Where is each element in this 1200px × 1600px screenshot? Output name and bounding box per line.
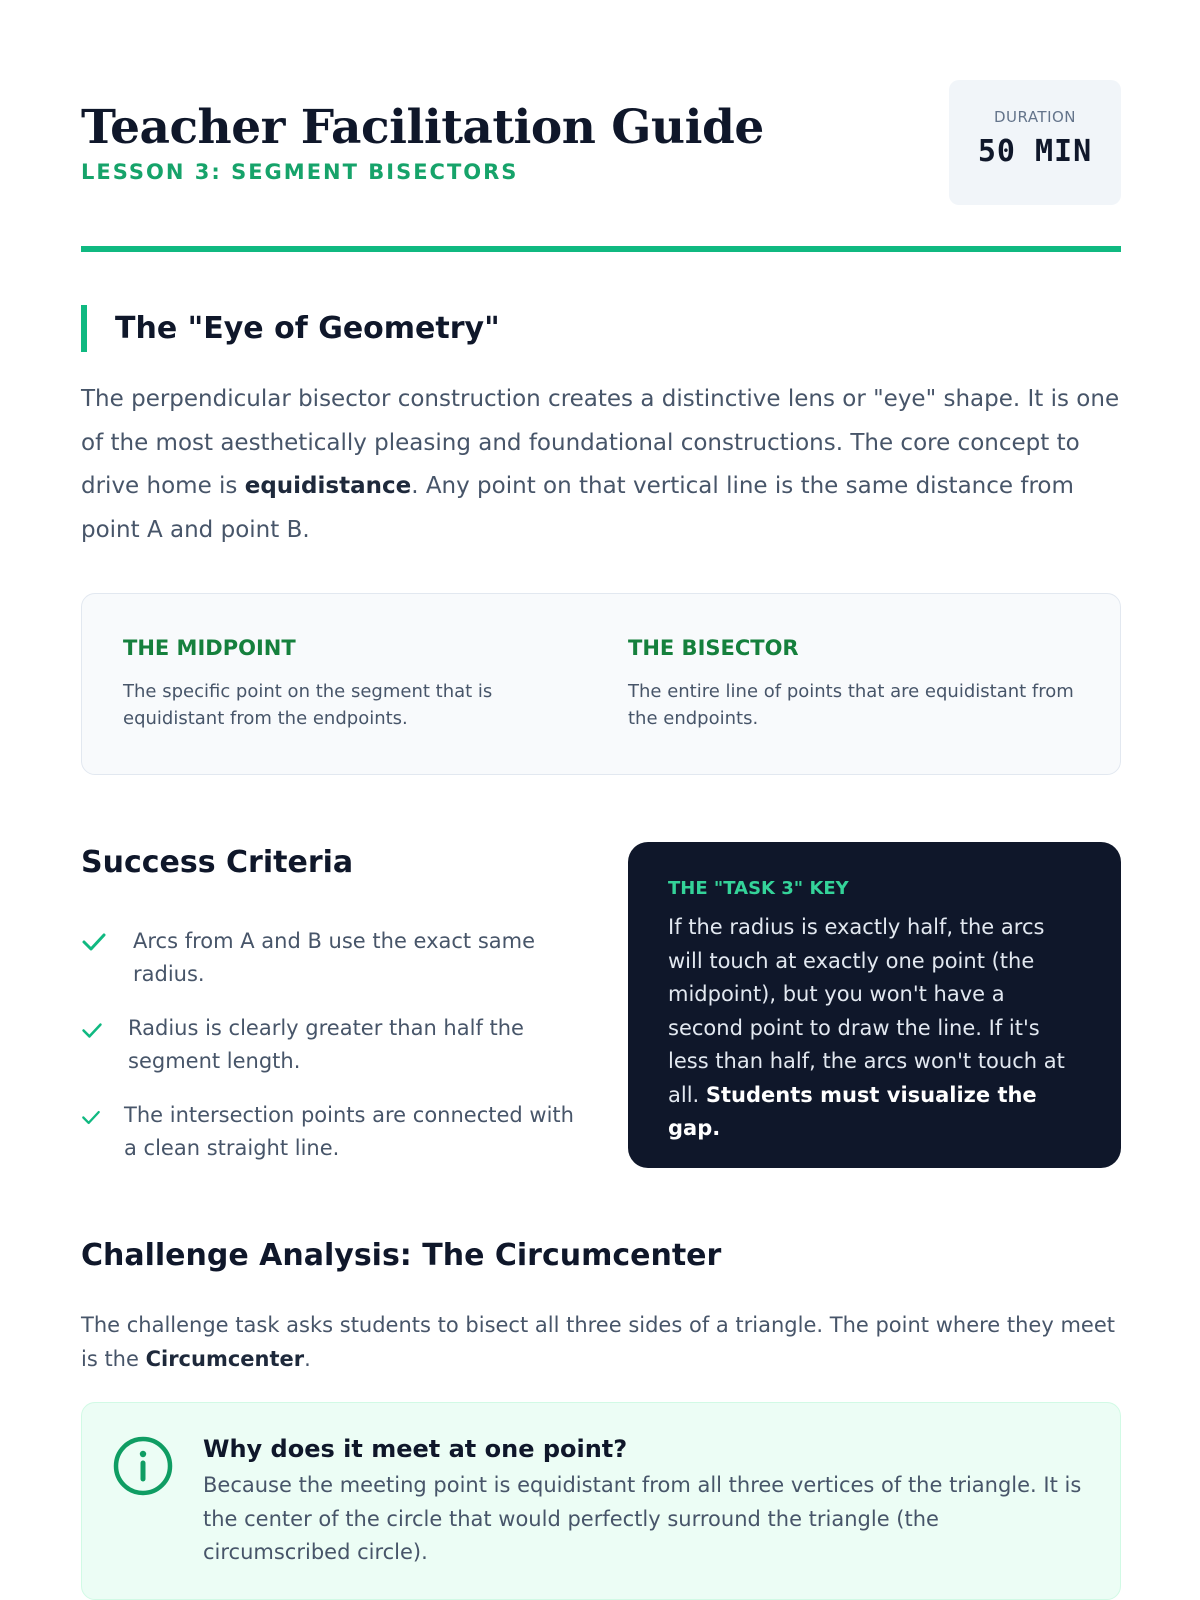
definition-title: THE MIDPOINT (123, 636, 296, 660)
challenge-text-start: The challenge task asks students to bisect all three sides of a triangle. The point where they meet is the (81, 1313, 1115, 1371)
duration-badge (949, 80, 1121, 205)
checkmark-icon (81, 931, 107, 953)
criteria-text: Radius is clearly greater than half the segment length. (128, 1016, 524, 1073)
header-divider (81, 246, 1121, 252)
eye-of-geometry-intro (81, 378, 1121, 552)
guide-header (81, 80, 1121, 252)
criteria-text: Arcs from A and B use the exact same radius. (133, 929, 536, 986)
list-item (81, 925, 581, 991)
list-item (81, 1012, 581, 1078)
info-icon (112, 1435, 174, 1497)
challenge-heading: Challenge Analysis: The Circumcenter (81, 1238, 722, 1273)
challenge-text (81, 1308, 1121, 1376)
page-title: Teacher Facilitation Guide (81, 100, 764, 155)
duration-value: 50 MIN (977, 134, 1093, 169)
task-key-label: THE "TASK 3" KEY (668, 878, 849, 899)
task-3-key-card (628, 842, 1121, 1168)
challenge-text-emphasis: Circumcenter (145, 1347, 305, 1371)
definition-title: THE BISECTOR (628, 636, 799, 660)
task-key-emphasis: Students must visualize the gap. (668, 1082, 1037, 1140)
info-title: Why does it meet at one point? (203, 1435, 628, 1463)
success-criteria-heading: Success Criteria (81, 845, 354, 880)
definitions-card (81, 593, 1121, 775)
success-criteria-list (81, 925, 581, 1186)
definition-text: The specific point on the segment that is equidistant from the endpoints. (123, 681, 493, 729)
definition-bisector (628, 636, 1088, 732)
criteria-text: The intersection points are connected with a clean straight line. (124, 1103, 574, 1160)
intro-text-start: The perpendicular bisector construction creates a distinctive lens or "eye" shape. It is one of the most aesthetically pleasing and foundational constructions. The core concept to drive home is (81, 386, 1120, 499)
lesson-subtitle: LESSON 3: SEGMENT BISECTORS (81, 160, 519, 184)
intro-text-end: . Any point on that vertical line is the same distance from point A and point B. (81, 473, 1074, 543)
info-text: Because the meeting point is equidistant from all three vertices of the triangle. It is the center of the circle that would perfectly surround the triangle (the circumscribed circle). (203, 1473, 1082, 1564)
duration-label: DURATION (993, 108, 1077, 126)
definition-midpoint (123, 636, 503, 732)
checkmark-icon (81, 1109, 101, 1126)
list-item (81, 1099, 581, 1165)
challenge-text-end: . (304, 1347, 311, 1371)
checkmark-icon (81, 1021, 103, 1040)
definition-text: The entire line of points that are equidistant from the endpoints. (628, 681, 1074, 729)
task-key-body: If the radius is exactly half, the arcs will touch at exactly one point (the midpoint), but you won't have a second point to draw the line. If it's less than half, the arcs won't touch at all. (668, 915, 1065, 1107)
eye-of-geometry-heading: The "Eye of Geometry" (81, 305, 500, 352)
intro-text-emphasis: equidistance (244, 473, 412, 499)
task-key-text (668, 911, 1081, 1146)
info-callout (81, 1402, 1121, 1600)
